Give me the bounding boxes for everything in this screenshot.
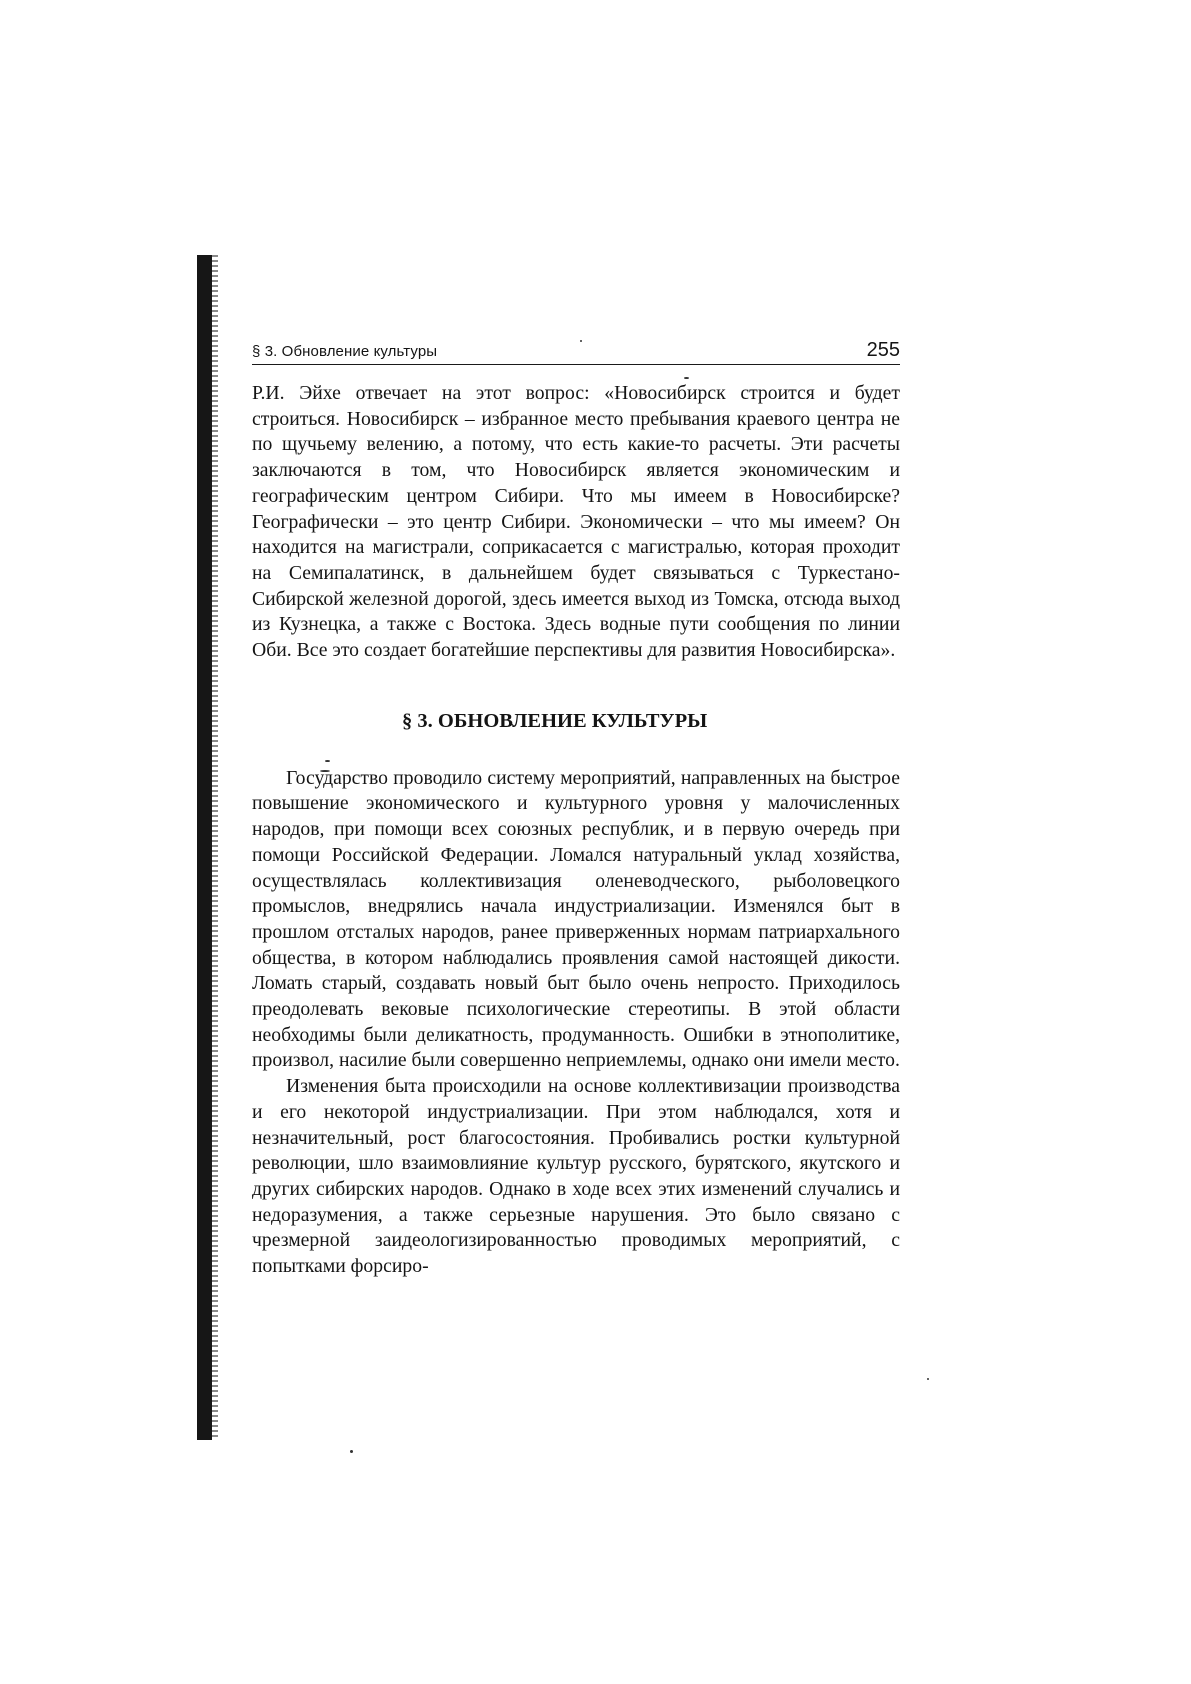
scan-speck — [350, 1450, 353, 1453]
scan-binding-dither — [212, 255, 218, 1440]
body-paragraph: Государство проводило систему мероприятий, направленных на быстрое повышение экономического и культурного уровня у малочисленных народов, при помощи всех союзных республик, и в первую очередь при помощи Российской Федерации. Ломался натуральный уклад хозяйства, осуществлялась коллективизация оленеводческого, рыболовецкого промыслов, внедрялись начала индустриализации. Изменялся быт в прошлом отсталых народов, ранее приверженных нормам патриархального общества, в котором наблюдались проявления самой настоящей дикости. Ломать старый, создавать новый быт было очень непросто. Приходилось преодолевать вековые психологические стереотипы. В этой области необходимы были деликатность, продуманность. Ошибки в этнополитике, произвол, насилие были совершенно неприемлемы, однако они имели место. — [252, 766, 900, 1072]
section-heading: § 3. ОБНОВЛЕНИЕ КУЛЬТУРЫ — [402, 709, 708, 732]
scan-speck — [927, 1378, 929, 1380]
body-paragraph: Изменения быта происходили на основе коллективизации производства и его некоторой индустриализации. При этом наблюдался, хотя и незначительный, рост благосостояния. Пробивались ростки культурной революции, шло взаимовлияние культур русского, бурятского, якутского и других сибирских народов. Однако в ходе всех этих изменений случались и недоразумения, а также серьезные нарушения. Это было связано с чрезмерной заидеологизированностью проводимых мероприятий, с попытками форсиро- — [252, 1075, 900, 1278]
scan-binding-shadow — [197, 255, 212, 1440]
intro-paragraph: Р.И. Эйхе отвечает на этот вопрос: «Новосибирск строится и будет строиться. Новосибирск – избранное место пребывания краевого центра не по щучьему велению, а потому, что есть какие-то расчеты. Эти расчеты заключаются в том, что Новосибирск является экономическим и географическим центром Сибири. Что мы имеем в Новосибирске? Географически – это центр Сибири. Экономически – что мы имеем? Он находится на магистрали, соприкасается с магистралью, которая проходит на Семипалатинск, в дальнейшем будет связываться с Туркестано-Сибирской железной дорогой, здесь имеется выход из Томска, отсюда выход из Кузнецка, а также с Востока. Здесь водные пути сообщения по линии Оби. Все это создает богатейшие перспективы для развития Новосибирска». — [252, 382, 900, 662]
running-head — [252, 328, 900, 365]
book-page — [252, 328, 900, 1280]
page-number: 255 — [866, 339, 900, 361]
running-head-title: § 3. Обновление культуры — [252, 343, 438, 360]
